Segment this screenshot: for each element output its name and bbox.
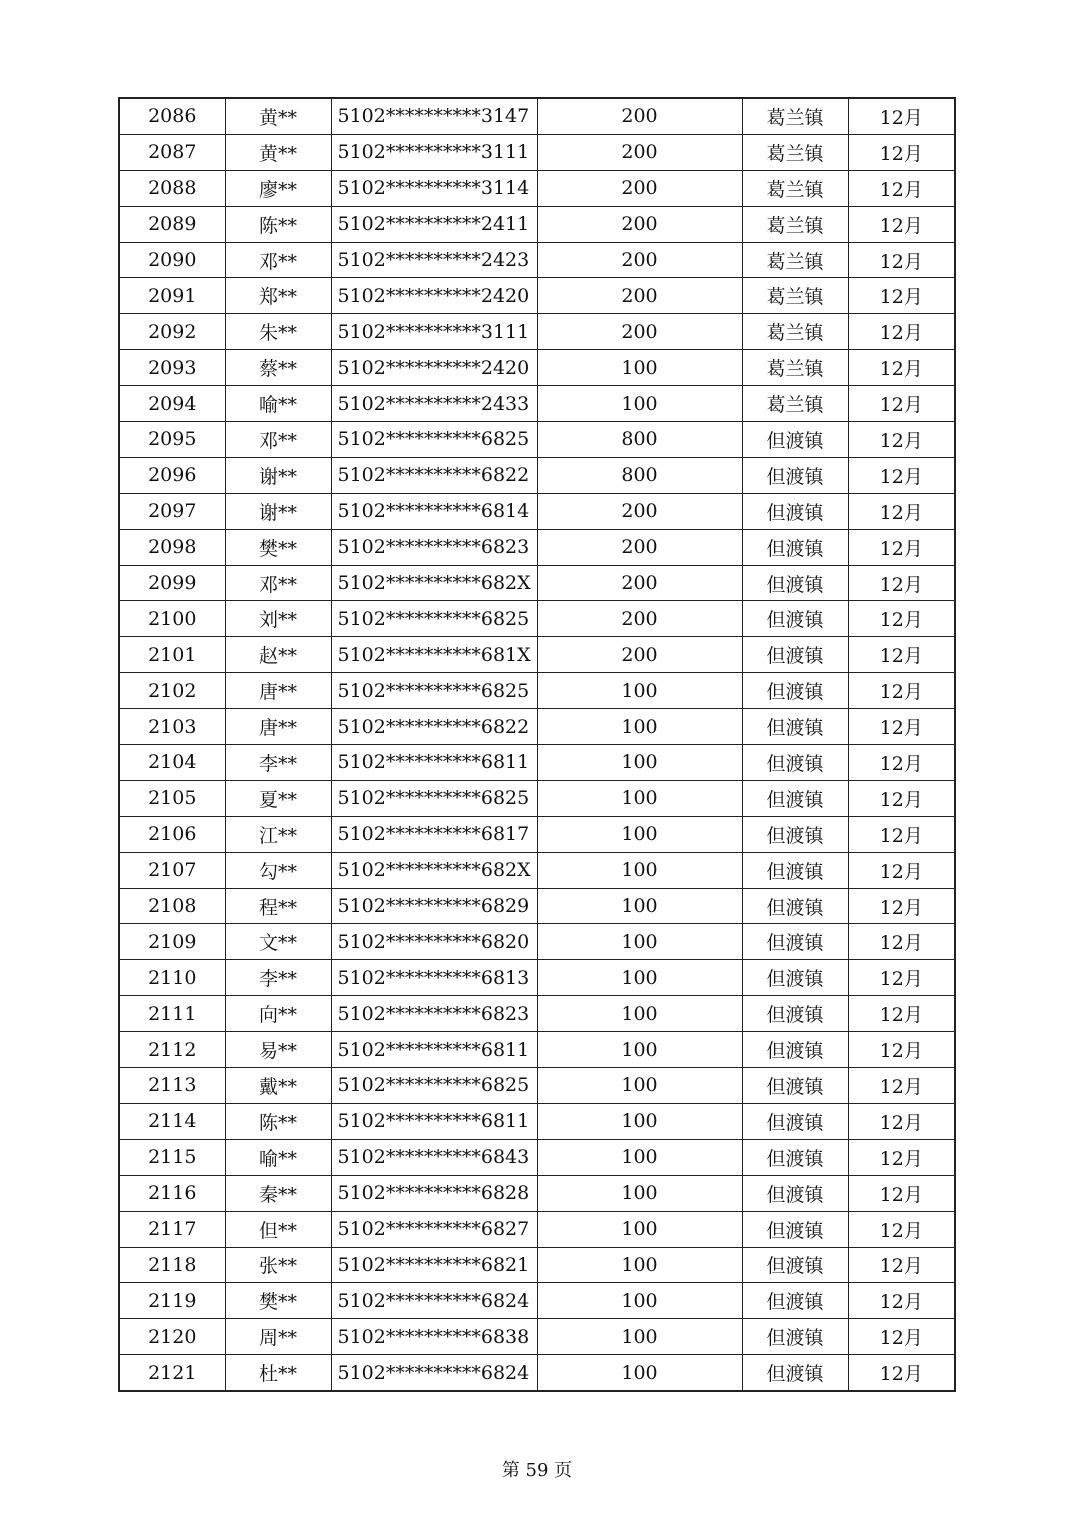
table-row: [119, 673, 955, 709]
cell-id-number: 5102**********681X: [331, 637, 537, 673]
table-row: [119, 709, 955, 745]
cell-name: 向**: [225, 996, 331, 1032]
cell-amount: 100: [537, 924, 742, 960]
cell-name: 朱**: [225, 314, 331, 350]
cell-number: 2102: [119, 673, 225, 709]
cell-amount: 100: [537, 996, 742, 1032]
cell-amount: 100: [537, 852, 742, 888]
cell-month: 12月: [848, 780, 955, 816]
table-row: [119, 314, 955, 350]
cell-amount: 100: [537, 745, 742, 781]
cell-id-number: 5102**********682X: [331, 565, 537, 601]
cell-amount: 200: [537, 242, 742, 278]
cell-month: 12月: [848, 996, 955, 1032]
cell-town: 但渡镇: [742, 1211, 848, 1247]
cell-id-number: 5102**********3114: [331, 170, 537, 206]
cell-number: 2089: [119, 206, 225, 242]
cell-id-number: 5102**********6824: [331, 1355, 537, 1391]
cell-town: 葛兰镇: [742, 206, 848, 242]
cell-town: 但渡镇: [742, 1319, 848, 1355]
cell-town: 但渡镇: [742, 780, 848, 816]
cell-town: 但渡镇: [742, 745, 848, 781]
cell-amount: 100: [537, 673, 742, 709]
cell-town: 但渡镇: [742, 673, 848, 709]
table-row: [119, 1032, 955, 1068]
cell-number: 2092: [119, 314, 225, 350]
cell-number: 2112: [119, 1032, 225, 1068]
cell-id-number: 5102**********2433: [331, 386, 537, 422]
cell-name: 谢**: [225, 457, 331, 493]
cell-number: 2113: [119, 1068, 225, 1104]
table-row: [119, 745, 955, 781]
table-row: [119, 1139, 955, 1175]
cell-number: 2096: [119, 457, 225, 493]
cell-number: 2108: [119, 888, 225, 924]
cell-number: 2111: [119, 996, 225, 1032]
cell-amount: 100: [537, 1319, 742, 1355]
cell-name: 邓**: [225, 422, 331, 458]
table-row: [119, 134, 955, 170]
cell-town: 但渡镇: [742, 816, 848, 852]
cell-number: 2087: [119, 134, 225, 170]
cell-month: 12月: [848, 1283, 955, 1319]
cell-name: 易**: [225, 1032, 331, 1068]
cell-month: 12月: [848, 314, 955, 350]
cell-name: 杜**: [225, 1355, 331, 1391]
cell-id-number: 5102**********6825: [331, 673, 537, 709]
table-row: [119, 1283, 955, 1319]
cell-number: 2119: [119, 1283, 225, 1319]
cell-amount: 100: [537, 1103, 742, 1139]
table-row: [119, 457, 955, 493]
cell-id-number: 5102**********6843: [331, 1139, 537, 1175]
cell-town: 但渡镇: [742, 1032, 848, 1068]
cell-name: 江**: [225, 816, 331, 852]
cell-name: 程**: [225, 888, 331, 924]
cell-id-number: 5102**********3111: [331, 134, 537, 170]
cell-amount: 100: [537, 780, 742, 816]
cell-number: 2094: [119, 386, 225, 422]
cell-month: 12月: [848, 134, 955, 170]
cell-name: 文**: [225, 924, 331, 960]
table-row: [119, 888, 955, 924]
cell-name: 邓**: [225, 565, 331, 601]
cell-number: 2104: [119, 745, 225, 781]
cell-amount: 200: [537, 529, 742, 565]
table-row: [119, 637, 955, 673]
table-row: [119, 529, 955, 565]
cell-number: 2109: [119, 924, 225, 960]
cell-id-number: 5102**********6825: [331, 780, 537, 816]
cell-amount: 200: [537, 493, 742, 529]
cell-id-number: 5102**********6825: [331, 1068, 537, 1104]
cell-number: 2120: [119, 1319, 225, 1355]
cell-name: 但**: [225, 1211, 331, 1247]
cell-town: 但渡镇: [742, 996, 848, 1032]
cell-number: 2105: [119, 780, 225, 816]
table-row: [119, 278, 955, 314]
table-row: [119, 924, 955, 960]
cell-number: 2090: [119, 242, 225, 278]
cell-month: 12月: [848, 170, 955, 206]
cell-amount: 100: [537, 1175, 742, 1211]
cell-amount: 100: [537, 709, 742, 745]
cell-amount: 200: [537, 601, 742, 637]
cell-number: 2114: [119, 1103, 225, 1139]
cell-number: 2110: [119, 960, 225, 996]
cell-amount: 100: [537, 888, 742, 924]
cell-name: 郑**: [225, 278, 331, 314]
table-row: [119, 960, 955, 996]
cell-id-number: 5102**********6811: [331, 1103, 537, 1139]
cell-id-number: 5102**********6823: [331, 996, 537, 1032]
cell-name: 秦**: [225, 1175, 331, 1211]
table-row: [119, 1247, 955, 1283]
cell-id-number: 5102**********6821: [331, 1247, 537, 1283]
cell-name: 陈**: [225, 1103, 331, 1139]
cell-name: 黄**: [225, 98, 331, 134]
table-row: [119, 170, 955, 206]
cell-number: 2106: [119, 816, 225, 852]
cell-month: 12月: [848, 1319, 955, 1355]
cell-id-number: 5102**********6825: [331, 422, 537, 458]
cell-town: 葛兰镇: [742, 242, 848, 278]
cell-amount: 100: [537, 816, 742, 852]
cell-id-number: 5102**********6811: [331, 1032, 537, 1068]
cell-amount: 100: [537, 1211, 742, 1247]
cell-name: 夏**: [225, 780, 331, 816]
cell-amount: 100: [537, 1283, 742, 1319]
table-row: [119, 98, 955, 134]
cell-name: 樊**: [225, 1283, 331, 1319]
cell-number: 2095: [119, 422, 225, 458]
cell-name: 蔡**: [225, 350, 331, 386]
cell-id-number: 5102**********6838: [331, 1319, 537, 1355]
cell-month: 12月: [848, 601, 955, 637]
cell-town: 葛兰镇: [742, 98, 848, 134]
cell-id-number: 5102**********6813: [331, 960, 537, 996]
table-row: [119, 1103, 955, 1139]
cell-month: 12月: [848, 1103, 955, 1139]
cell-month: 12月: [848, 206, 955, 242]
table-row: [119, 565, 955, 601]
cell-number: 2107: [119, 852, 225, 888]
cell-amount: 200: [537, 278, 742, 314]
table-row: [119, 1175, 955, 1211]
cell-number: 2117: [119, 1211, 225, 1247]
cell-name: 勾**: [225, 852, 331, 888]
cell-number: 2100: [119, 601, 225, 637]
cell-amount: 800: [537, 422, 742, 458]
table-row: [119, 493, 955, 529]
cell-town: 但渡镇: [742, 601, 848, 637]
cell-id-number: 5102**********2411: [331, 206, 537, 242]
cell-number: 2121: [119, 1355, 225, 1391]
table-row: [119, 601, 955, 637]
cell-town: 但渡镇: [742, 852, 848, 888]
cell-name: 陈**: [225, 206, 331, 242]
cell-number: 2116: [119, 1175, 225, 1211]
cell-month: 12月: [848, 278, 955, 314]
cell-amount: 200: [537, 98, 742, 134]
cell-name: 喻**: [225, 1139, 331, 1175]
cell-town: 葛兰镇: [742, 350, 848, 386]
cell-number: 2103: [119, 709, 225, 745]
cell-amount: 100: [537, 350, 742, 386]
cell-name: 赵**: [225, 637, 331, 673]
cell-number: 2086: [119, 98, 225, 134]
table-row: [119, 386, 955, 422]
cell-month: 12月: [848, 350, 955, 386]
cell-name: 戴**: [225, 1068, 331, 1104]
data-table: [118, 97, 956, 1392]
cell-amount: 100: [537, 1355, 742, 1391]
cell-name: 张**: [225, 1247, 331, 1283]
cell-town: 但渡镇: [742, 1355, 848, 1391]
cell-amount: 100: [537, 1247, 742, 1283]
cell-id-number: 5102**********6814: [331, 493, 537, 529]
cell-id-number: 5102**********6825: [331, 601, 537, 637]
cell-month: 12月: [848, 816, 955, 852]
cell-number: 2088: [119, 170, 225, 206]
cell-month: 12月: [848, 457, 955, 493]
table-row: [119, 422, 955, 458]
table-row: [119, 1068, 955, 1104]
cell-month: 12月: [848, 637, 955, 673]
cell-month: 12月: [848, 565, 955, 601]
cell-number: 2097: [119, 493, 225, 529]
cell-number: 2115: [119, 1139, 225, 1175]
table-row: [119, 1319, 955, 1355]
cell-id-number: 5102**********3147: [331, 98, 537, 134]
cell-name: 黄**: [225, 134, 331, 170]
cell-town: 但渡镇: [742, 888, 848, 924]
cell-amount: 200: [537, 206, 742, 242]
cell-month: 12月: [848, 386, 955, 422]
cell-town: 但渡镇: [742, 493, 848, 529]
cell-month: 12月: [848, 242, 955, 278]
cell-name: 唐**: [225, 709, 331, 745]
cell-amount: 100: [537, 960, 742, 996]
cell-month: 12月: [848, 1355, 955, 1391]
cell-month: 12月: [848, 1032, 955, 1068]
cell-town: 但渡镇: [742, 457, 848, 493]
cell-month: 12月: [848, 888, 955, 924]
cell-month: 12月: [848, 1139, 955, 1175]
cell-number: 2101: [119, 637, 225, 673]
cell-id-number: 5102**********6824: [331, 1283, 537, 1319]
cell-name: 谢**: [225, 493, 331, 529]
cell-town: 但渡镇: [742, 1175, 848, 1211]
cell-town: 葛兰镇: [742, 170, 848, 206]
cell-town: 但渡镇: [742, 1139, 848, 1175]
cell-amount: 100: [537, 1139, 742, 1175]
cell-name: 邓**: [225, 242, 331, 278]
cell-amount: 100: [537, 1068, 742, 1104]
cell-month: 12月: [848, 529, 955, 565]
table-row: [119, 242, 955, 278]
cell-name: 周**: [225, 1319, 331, 1355]
cell-town: 但渡镇: [742, 709, 848, 745]
cell-number: 2098: [119, 529, 225, 565]
cell-amount: 200: [537, 314, 742, 350]
cell-number: 2118: [119, 1247, 225, 1283]
cell-month: 12月: [848, 1068, 955, 1104]
cell-town: 但渡镇: [742, 1068, 848, 1104]
cell-month: 12月: [848, 98, 955, 134]
table-row: [119, 1355, 955, 1391]
cell-town: 但渡镇: [742, 422, 848, 458]
cell-id-number: 5102**********6823: [331, 529, 537, 565]
cell-month: 12月: [848, 673, 955, 709]
cell-town: 但渡镇: [742, 924, 848, 960]
cell-month: 12月: [848, 493, 955, 529]
cell-amount: 200: [537, 170, 742, 206]
cell-id-number: 5102**********6822: [331, 457, 537, 493]
cell-month: 12月: [848, 924, 955, 960]
table-row: [119, 852, 955, 888]
cell-id-number: 5102**********2423: [331, 242, 537, 278]
cell-id-number: 5102**********6822: [331, 709, 537, 745]
cell-amount: 200: [537, 637, 742, 673]
cell-name: 李**: [225, 960, 331, 996]
cell-month: 12月: [848, 422, 955, 458]
cell-town: 但渡镇: [742, 1283, 848, 1319]
cell-amount: 100: [537, 386, 742, 422]
cell-amount: 100: [537, 1032, 742, 1068]
cell-id-number: 5102**********682X: [331, 852, 537, 888]
cell-town: 葛兰镇: [742, 278, 848, 314]
cell-number: 2091: [119, 278, 225, 314]
table-row: [119, 1211, 955, 1247]
cell-town: 葛兰镇: [742, 386, 848, 422]
cell-town: 但渡镇: [742, 565, 848, 601]
page-number: 第 59 页: [501, 1460, 573, 1481]
table-body: [119, 98, 955, 1391]
cell-id-number: 5102**********2420: [331, 350, 537, 386]
cell-town: 葛兰镇: [742, 134, 848, 170]
table-row: [119, 780, 955, 816]
cell-id-number: 5102**********6829: [331, 888, 537, 924]
cell-amount: 800: [537, 457, 742, 493]
cell-town: 但渡镇: [742, 637, 848, 673]
cell-month: 12月: [848, 709, 955, 745]
cell-town: 但渡镇: [742, 1247, 848, 1283]
cell-name: 李**: [225, 745, 331, 781]
cell-name: 廖**: [225, 170, 331, 206]
table-row: [119, 350, 955, 386]
cell-id-number: 5102**********2420: [331, 278, 537, 314]
cell-id-number: 5102**********6827: [331, 1211, 537, 1247]
table-row: [119, 206, 955, 242]
cell-month: 12月: [848, 1211, 955, 1247]
cell-month: 12月: [848, 745, 955, 781]
cell-town: 但渡镇: [742, 529, 848, 565]
cell-number: 2093: [119, 350, 225, 386]
table-row: [119, 996, 955, 1032]
cell-number: 2099: [119, 565, 225, 601]
table-row: [119, 816, 955, 852]
cell-town: 葛兰镇: [742, 314, 848, 350]
cell-id-number: 5102**********6817: [331, 816, 537, 852]
cell-id-number: 5102**********6828: [331, 1175, 537, 1211]
cell-name: 刘**: [225, 601, 331, 637]
cell-name: 唐**: [225, 673, 331, 709]
cell-id-number: 5102**********6811: [331, 745, 537, 781]
cell-month: 12月: [848, 852, 955, 888]
cell-id-number: 5102**********6820: [331, 924, 537, 960]
cell-amount: 200: [537, 565, 742, 601]
cell-name: 喻**: [225, 386, 331, 422]
cell-amount: 200: [537, 134, 742, 170]
cell-month: 12月: [848, 1247, 955, 1283]
cell-town: 但渡镇: [742, 960, 848, 996]
cell-name: 樊**: [225, 529, 331, 565]
cell-id-number: 5102**********3111: [331, 314, 537, 350]
cell-town: 但渡镇: [742, 1103, 848, 1139]
cell-month: 12月: [848, 1175, 955, 1211]
cell-month: 12月: [848, 960, 955, 996]
